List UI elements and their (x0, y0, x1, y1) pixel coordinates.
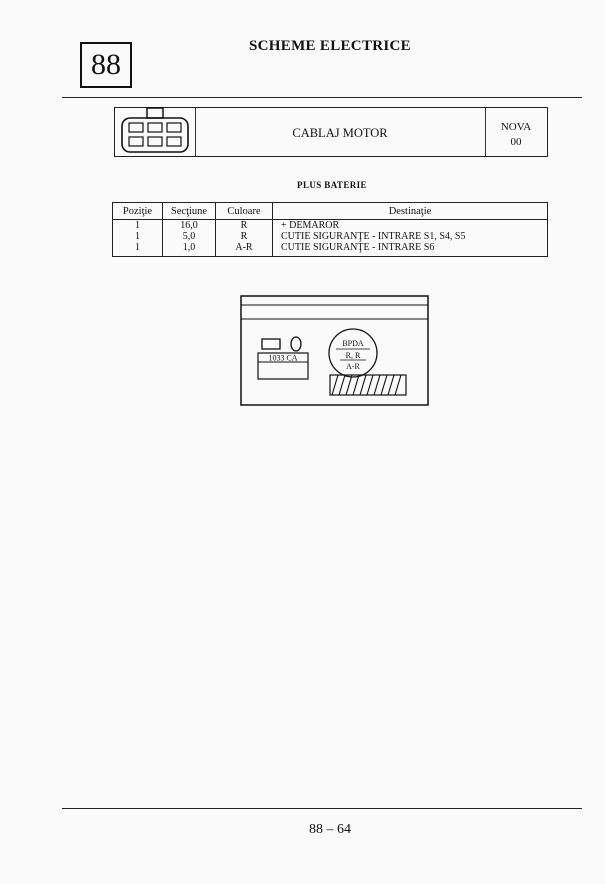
cell-destinatie: CUTIE SIGURANŢE - INTRARE S1, S4, S5 (273, 231, 548, 242)
cell-culoare: R (216, 231, 273, 242)
harness-model-code: 00 (510, 136, 522, 148)
page-title: SCHEME ELECTRICE (249, 38, 411, 54)
cell-sectiune: 16,0 (163, 220, 216, 232)
wire-table (112, 202, 548, 257)
table-row (113, 220, 548, 232)
cell-destinatie: + DEMAROR (273, 220, 548, 232)
cell-sectiune: 1,0 (163, 242, 216, 257)
hatched-block (330, 375, 406, 395)
component-circle (291, 337, 301, 351)
cell-sectiune: 5,0 (163, 231, 216, 242)
top-divider (62, 97, 582, 98)
component-rect (262, 339, 280, 349)
table-header-row (113, 203, 548, 220)
location-diagram (240, 295, 430, 407)
cell-culoare: A-R (216, 242, 273, 257)
column-header-culoare: Culoare (216, 203, 273, 220)
column-header-sectiune: Secţiune (163, 203, 216, 220)
bpda-label: BPDA (342, 339, 364, 348)
table-row (113, 242, 548, 257)
part-code: 1033 CA (268, 353, 298, 363)
bottom-divider (62, 808, 582, 809)
section-title: PLUS BATERIE (297, 180, 367, 190)
diagram-frame (241, 296, 428, 405)
bpda-colors: R, R (345, 351, 361, 360)
bpda-wire: A-R (346, 362, 360, 371)
connector-icon (117, 105, 195, 157)
cell-destinatie: CUTIE SIGURANŢE - INTRARE S6 (273, 242, 548, 257)
column-header-destinatie: Destinaţie (273, 203, 548, 220)
cell-pozitie: 1 (113, 220, 163, 232)
chapter-number-box: 88 (80, 42, 132, 88)
cell-culoare: R (216, 220, 273, 232)
harness-model (485, 120, 547, 150)
cell-pozitie: 1 (113, 231, 163, 242)
column-header-pozitie: Poziţie (113, 203, 163, 220)
harness-title: CABLAJ MOTOR (292, 126, 388, 140)
harness-header-box (114, 107, 548, 157)
table-row (113, 231, 548, 242)
cell-pozitie: 1 (113, 242, 163, 257)
harness-model-name: NOVA (500, 121, 532, 133)
page-number: 88 – 64 (309, 822, 351, 837)
